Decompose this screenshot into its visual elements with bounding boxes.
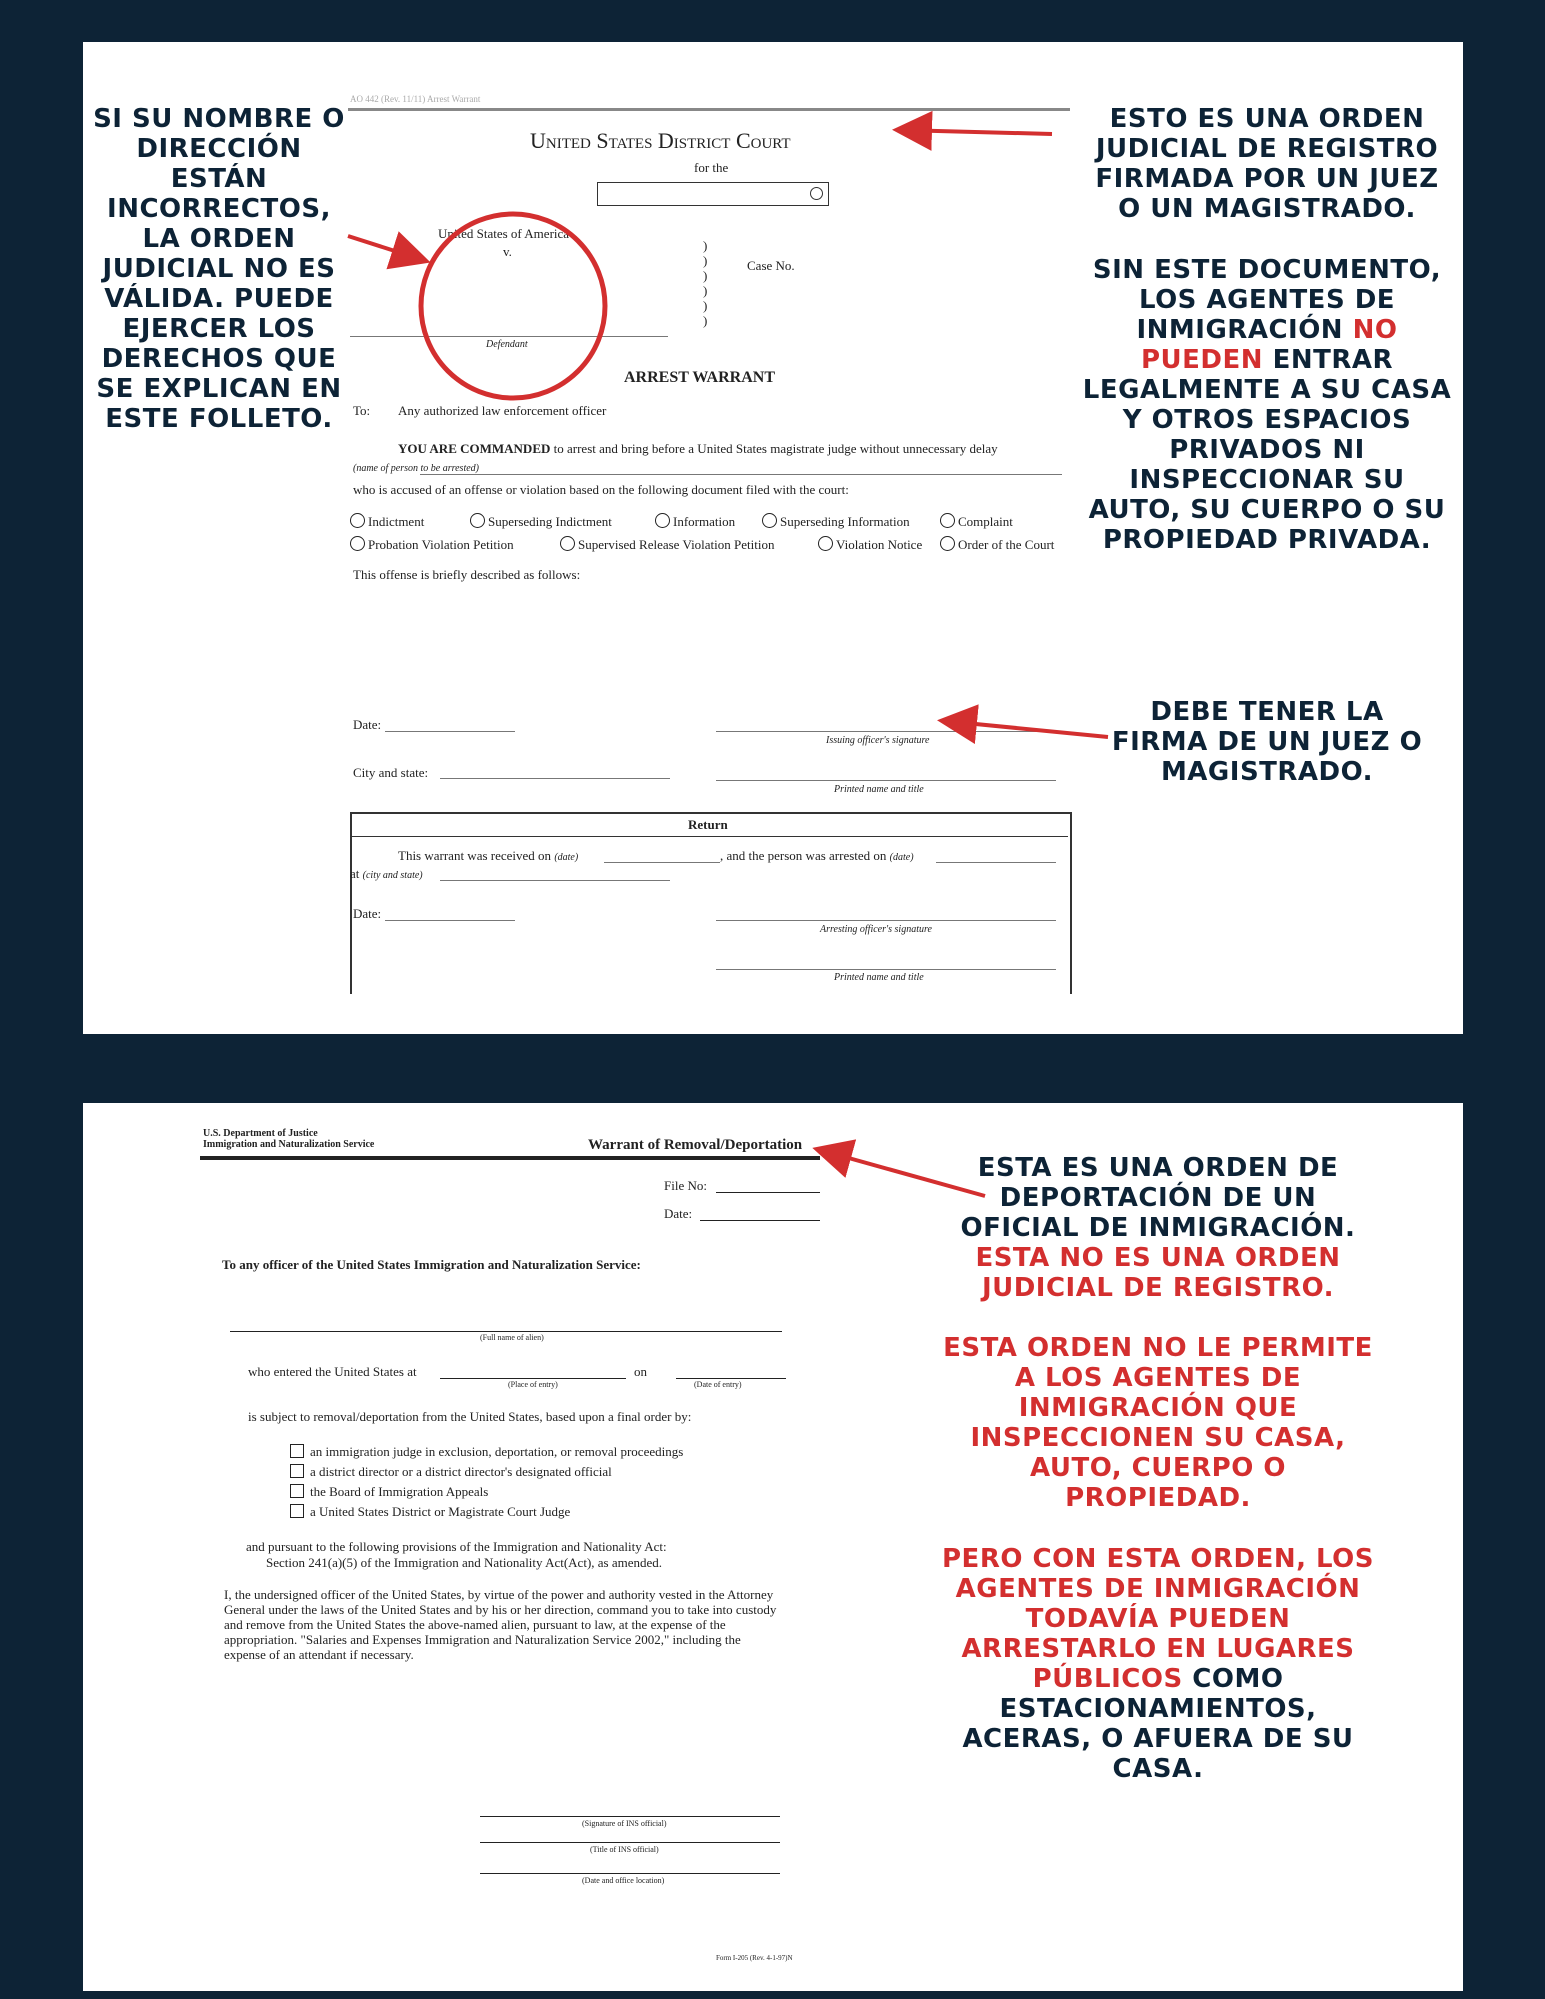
order-option-1[interactable]: an immigration judge in exclusion, deportation, or removal proceedings [290,1444,683,1460]
entry-date-hint: (Date of entry) [694,1380,742,1389]
sig-label-2: (Title of INS official) [590,1845,659,1854]
option-violation-notice[interactable]: Violation Notice [818,536,922,553]
received-line: This warrant was received on [398,848,552,863]
to-any-officer: To any officer of the United States Immigration and Naturalization Service: [222,1257,641,1272]
note-arrest-red: PERO CON ESTA ORDEN, LOS AGENTES DE INMIGRACIÓN TODAVÍA PUEDEN ARRESTARLO EN LUGARES PÚBLICOS [942,1544,1374,1694]
case-no: Case No. [747,258,795,273]
for-the: for the [694,160,729,175]
on-label: on [634,1364,647,1379]
pursuant-2: Section 241(a)(5) of the Immigration and Nationality Act(Act), as amended. [266,1555,663,1570]
note-deportation-red: ESTA NO ES UNA ORDEN JUDICIAL DE REGISTRO. [975,1243,1341,1303]
place-hint: (Place of entry) [508,1380,558,1389]
return-printed: Printed name and title [834,972,924,983]
date-label: Date: [353,717,382,732]
commanded-rest: to arrest and bring before a United States magistrate judge without unnecessary delay [553,441,998,456]
offense-line: This offense is briefly described as follows: [353,567,581,582]
arrow-to-circle [348,236,423,260]
to-label: To: [353,403,371,418]
date-hint-2: (date) [889,852,914,863]
form-number: Form I-205 (Rev. 4-1-97)N [716,1954,793,1962]
note-no-inspection: ESTA ORDEN NO LE PERMITE A LOS AGENTES DE INMIGRACIÓN QUE INSPECCIONEN SU CASA, AUTO, CUERPO O PROPIEDAD. [943,1333,1373,1513]
highlight-circle [421,214,605,398]
option-superseding-indictment[interactable]: Superseding Indictment [470,513,612,530]
commanded-bold: YOU ARE COMMANDED [398,441,551,456]
note-arrest-dark: COMO ESTACIONAMIENTOS, ACERAS, O AFUERA DE SU CASA. [962,1664,1354,1784]
deportation-title: Warrant of Removal/Deportation [588,1137,803,1153]
arrow-to-court [900,130,1052,134]
return-title: Return [688,817,728,832]
order-option-3[interactable]: the Board of Immigration Appeals [290,1484,488,1500]
to-value: Any authorized law enforcement officer [398,403,607,418]
entered-label: who entered the United States at [248,1364,417,1379]
brackets: ) ) ) ) ) ) [703,238,708,328]
note-without-b: ENTRAR LEGALMENTE A SU CASA Y OTROS ESPACIOS PRIVADOS NI INSPECCIONAR SU AUTO, SU CUERPO O SU PROPIEDAD PRIVADA. [1082,345,1452,555]
file-no: File No: [664,1178,707,1193]
sig-label-1: (Signature of INS official) [582,1819,667,1828]
arrested-line: , and the person was arrested on [720,848,887,863]
note-deportation-dark: ESTA ES UNA ORDEN DE DEPORTACIÓN DE UN OFICIAL DE INMIGRACIÓN. [960,1153,1356,1243]
agency-line-1: U.S. Department of Justice [203,1128,318,1139]
option-probation[interactable]: Probation Violation Petition [350,537,514,552]
accused-line: who is accused of an offense or violation based on the following document filed with the court: [353,482,849,497]
arrow-to-signature [945,721,1108,737]
order-option-2[interactable]: a district director or a district director's designated official [290,1464,612,1480]
order-option-4[interactable]: a United States District or Magistrate Court Judge [290,1504,570,1520]
note-name-address: SI SU NOMBRE O DIRECCIÓN ESTÁN INCORRECTOS, LA ORDEN JUDICIAL NO ES VÁLIDA. PUEDE EJERCER LOS DERECHOS QUE SE EXPLICAN EN ESTE FOLLETO. [93,104,345,434]
court-title: United States District Court [530,128,791,153]
note-without-red: NO PUEDEN [1140,315,1398,375]
agency-line-2: Immigration and Naturalization Service [203,1139,375,1150]
option-complaint[interactable]: Complaint [940,513,1013,530]
doc-header-partial: AO 442 (Rev. 11/11) Arrest Warrant [350,94,481,104]
note-signature: DEBE TENER LA FIRMA DE UN JUEZ O MAGISTRADO. [1111,697,1423,787]
option-order-of-court[interactable]: Order of the Court [940,536,1054,553]
warrant-title: ARREST WARRANT [624,369,775,386]
option-indictment[interactable]: Indictment [350,514,424,529]
person-hint: (name of person to be arrested) [353,463,479,474]
printed-name: Printed name and title [834,784,924,795]
bottom-date: Date: [664,1206,693,1221]
subject-line: is subject to removal/deportation from the United States, based upon a final order by: [248,1409,692,1424]
defendant-label: Defendant [486,339,528,350]
party-name: United States of America [438,226,570,241]
arresting-sig: Arresting officer's signature [820,924,932,935]
issuing-sig: Issuing officer's signature [826,735,930,746]
versus: v. [503,244,512,259]
arrow-to-deportation [820,1150,985,1196]
city-hint: (city and state) [362,870,423,881]
date-hint: (date) [554,852,579,863]
note-without-a: SIN ESTE DOCUMENTO, LOS AGENTES DE INMIGRACIÓN [1092,255,1442,345]
pursuant-1: and pursuant to the following provisions of the Immigration and Nationality Act: [246,1539,667,1554]
at-label: at [350,866,360,881]
return-date-label: Date: [353,906,382,921]
option-superseding-information[interactable]: Superseding Information [762,513,910,530]
sig-label-3: (Date and office location) [582,1876,665,1885]
note-judicial-warrant: ESTO ES UNA ORDEN JUDICIAL DE REGISTRO FIRMADA POR UN JUEZ O UN MAGISTRADO. [1095,104,1439,224]
full-name-hint: (Full name of alien) [480,1333,544,1342]
option-supervised-release[interactable]: Supervised Release Violation Petition [560,536,774,553]
city-label: City and state: [353,765,429,780]
command-paragraph: I, the undersigned officer of the United States, by virtue of the power and authority vested in the Attorney General under the laws of the United States and by his or her direction, command you to take into custody and remove from the United States the above-named alien, pursuant to law, at the expense of the appropriation. "Salaries and Expenses Immigration and Naturalization Service 2002," including the expense of an attendant if necessary. [224,1587,777,1662]
option-information[interactable]: Information [655,513,735,530]
